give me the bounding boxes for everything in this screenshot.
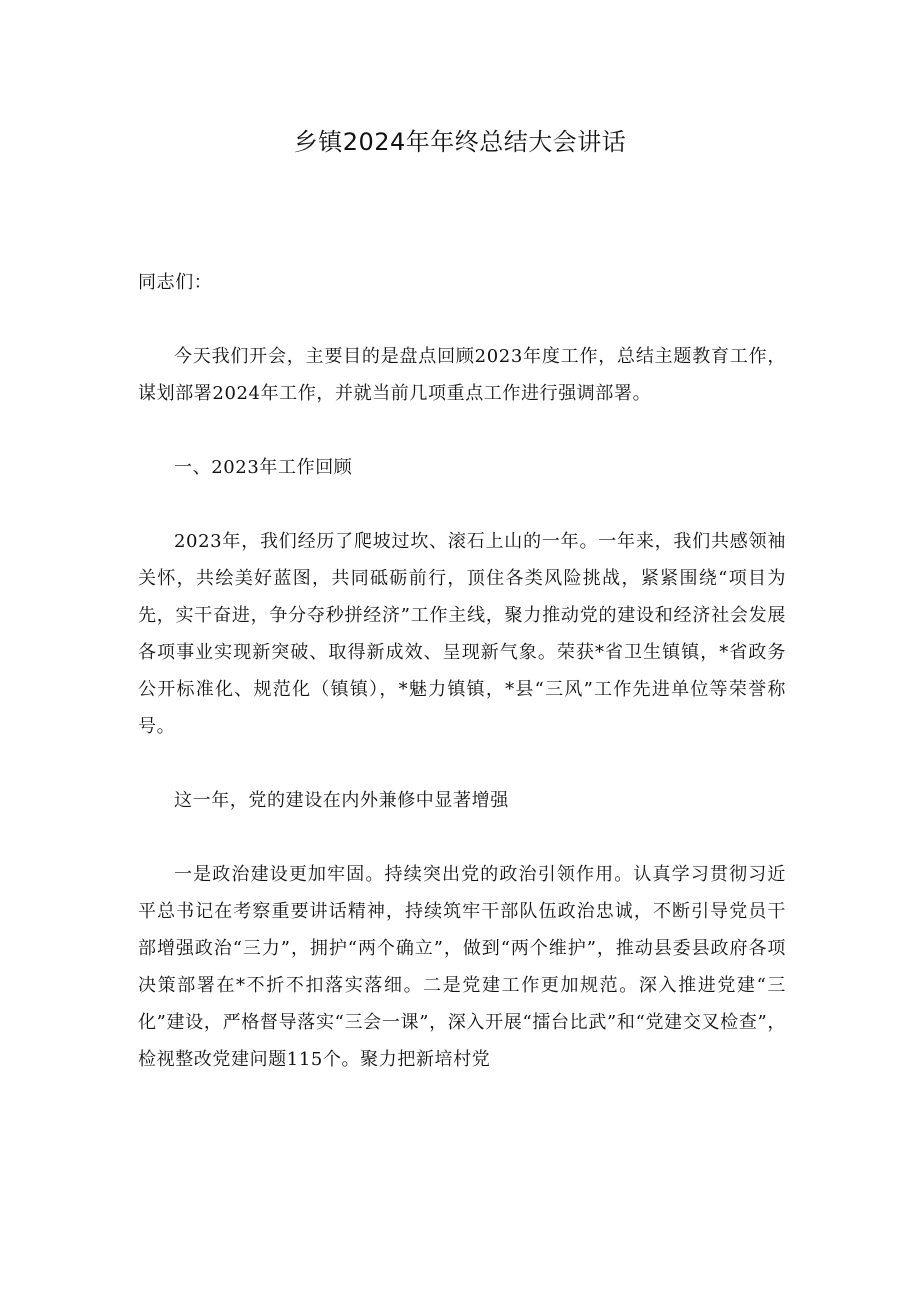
document-body: [138, 264, 786, 1078]
paragraph-gap: [138, 819, 786, 856]
section-heading: 一、2023年工作回顾: [174, 457, 353, 478]
paragraph-gap: [138, 412, 786, 449]
paragraph-gap: [138, 301, 786, 338]
paragraph-intro: 今天我们开会，主要目的是盘点回顾2023年度工作，总结主题教育工作，谋划部署2024年工作，并就当前几项重点工作进行强调部署。: [138, 346, 786, 404]
salutation: 同志们：: [138, 272, 213, 293]
paragraph-gap: [138, 486, 786, 523]
paragraph-party-building: 一是政治建设更加牢固。持续突出党的政治引领作用。认真学习贯彻习近平总书记在考察重要讲话精神，持续筑牢干部队伍政治忠诚，不断引导党员干部增强政治“三力”，拥护“两个确立”，做到“两个维护”，推动县委县政府各项决策部署在*不折不扣落实落细。二是党建工作更加规范。深入推进党建“三化”建设，严格督导落实“三会一课”，深入开展“擂台比武”和“党建交叉检查”，检视整改党建问题115个。聚力把新培村党: [138, 864, 786, 1070]
subsection-heading: 这一年，党的建设在内外兼修中显著增强: [174, 790, 509, 811]
document-title: 乡镇2024年年终总结大会讲话: [293, 128, 627, 156]
paragraph-gap: [138, 745, 786, 782]
paragraph-review: 2023年，我们经历了爬坡过坎、滚石上山的一年。一年来，我们共感领袖关怀，共绘美好蓝图，共同砥砺前行，顶住各类风险挑战，紧紧围绕“项目为先，实干奋进，争分夺秒拼经济”工作主线，聚力推动党的建设和经济社会发展各项事业实现新突破、取得新成效、呈现新气象。荣获*省卫生镇镇，*省政务公开标准化、规范化（镇镇），*魅力镇镇，*县“三风”工作先进单位等荣誉称号。: [138, 531, 786, 737]
